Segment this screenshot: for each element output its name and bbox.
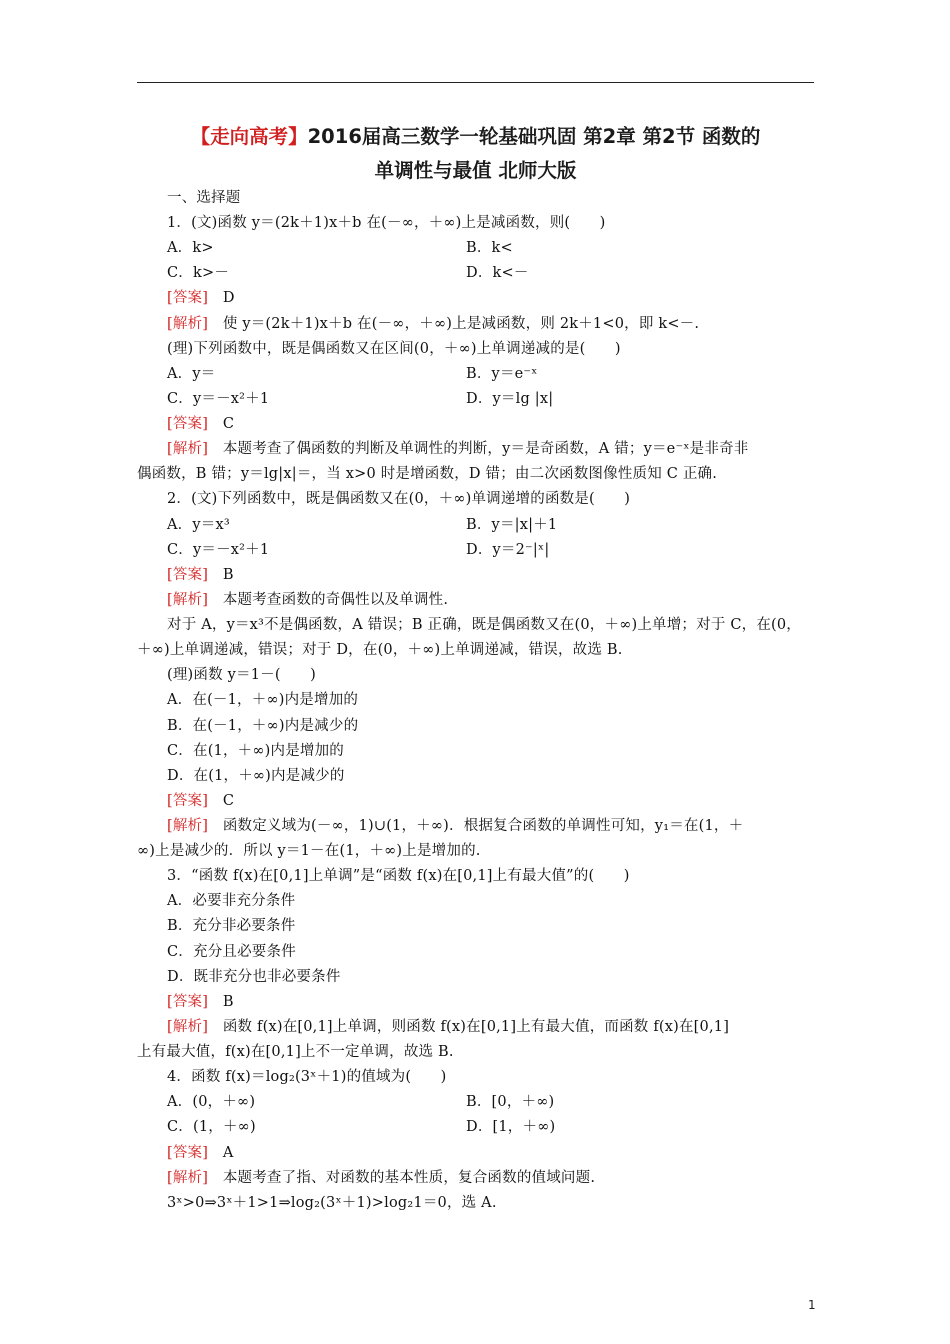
text-line <box>137 1115 847 1140</box>
text-line <box>137 914 847 939</box>
text-line <box>137 487 847 512</box>
line-text: D．既非充分也非必要条件 <box>167 968 341 985</box>
text-line <box>137 462 817 487</box>
text-line <box>137 286 847 311</box>
text-line <box>137 1040 817 1065</box>
text-line <box>137 412 847 437</box>
answer-tag: [答案] <box>167 290 209 307</box>
option-right: B．y＝|x|＋1 <box>466 516 558 533</box>
text-line <box>137 663 847 688</box>
line-text: 对于 A，y＝x³不是偶函数，A 错误；B 正确，既是偶函数又在(0，＋∞)上单增；对于 C，在(0， <box>167 617 802 634</box>
line-text: 4．函数 f(x)＝log₂(3ˣ＋1)的值域为( ) <box>167 1069 447 1086</box>
line-text: C．在(1，＋∞)内是增加的 <box>167 742 345 759</box>
analysis-tag: [解析] <box>167 315 209 332</box>
text-line <box>137 940 847 965</box>
text-line <box>137 714 847 739</box>
title-line-1-text: 2016届高三数学一轮基础巩固 第2章 第2节 函数的 <box>307 125 761 148</box>
option-left: A．y＝ <box>167 365 216 382</box>
text-line <box>137 1065 847 1090</box>
page-title <box>137 120 814 188</box>
option-right: D．y＝2⁻|ˣ| <box>466 541 550 558</box>
answer-tag: [答案] <box>167 993 209 1010</box>
title-line-2: 单调性与最值 北师大版 <box>374 159 577 182</box>
text-line <box>137 588 847 613</box>
answer-tag: [答案] <box>167 792 209 809</box>
page-number: 1 <box>808 1298 816 1312</box>
line-text: 上有最大值，f(x)在[0,1]上不一定单调，故选 B. <box>137 1044 454 1061</box>
line-text: ＋∞)上单调递减，错误；对于 D，在(0，＋∞)上单调递减，错误，故选 B. <box>137 642 623 659</box>
header-rule <box>137 82 814 83</box>
text-line <box>137 638 817 663</box>
text-line <box>137 312 847 337</box>
line-text: C <box>208 792 235 809</box>
line-text: ∞)上是减少的．所以 y＝1－在(1，＋∞)上是增加的. <box>137 843 481 860</box>
text-line <box>137 814 847 839</box>
text-line <box>137 1015 847 1040</box>
line-text: 3．“函数 f(x)在[0,1]上单调”是“函数 f(x)在[0,1]上有最大值”的( ) <box>167 868 630 885</box>
option-left: C．(1，＋∞) <box>167 1119 256 1136</box>
line-text: 3ˣ>0⇒3ˣ＋1>1⇒log₂(3ˣ＋1)>log₂1＝0，选 A. <box>167 1194 497 1211</box>
text-line <box>137 387 847 412</box>
line-text: C．充分且必要条件 <box>167 943 296 960</box>
line-text: 本题考查了指、对函数的基本性质，复合函数的值域问题. <box>208 1169 596 1186</box>
analysis-tag: [解析] <box>167 441 209 458</box>
text-line <box>137 688 847 713</box>
answer-tag: [答案] <box>167 1144 209 1161</box>
line-text: 一、选择题 <box>167 190 241 206</box>
option-left: C．y＝－x²＋1 <box>167 541 270 558</box>
text-line <box>137 261 847 286</box>
option-right: D．k<－ <box>466 265 529 282</box>
text-line <box>137 538 847 563</box>
text-line <box>137 789 847 814</box>
line-text: (理)下列函数中，既是偶函数又在区间(0，＋∞)上单调递减的是( ) <box>167 340 621 357</box>
text-line <box>137 337 847 362</box>
text-line <box>137 1090 847 1115</box>
text-line <box>137 362 847 387</box>
text-line <box>137 864 847 889</box>
option-right: B．k< <box>466 240 513 257</box>
line-text: C <box>208 416 235 433</box>
text-line <box>137 990 847 1015</box>
analysis-tag: [解析] <box>167 1169 209 1186</box>
line-text: 本题考查了偶函数的判断及单调性的判断，y＝是奇函数，A 错；y＝e⁻ˣ是非奇非 <box>208 441 749 458</box>
line-text: 本题考查函数的奇偶性以及单调性. <box>208 591 449 608</box>
title-bracket: 【走向高考】 <box>190 125 308 148</box>
line-text: 函数定义域为(－∞，1)∪(1，＋∞)．根据复合函数的单调性可知，y₁＝在(1，＋ <box>208 818 744 834</box>
text-line <box>137 211 847 236</box>
option-left: A．(0，＋∞) <box>167 1094 256 1111</box>
text-line <box>137 563 847 588</box>
line-text: B <box>208 566 234 583</box>
option-right: B．[0，＋∞) <box>466 1094 555 1111</box>
text-line <box>137 889 847 914</box>
option-left: A．k> <box>167 240 214 257</box>
line-text: A．必要非充分条件 <box>167 893 296 910</box>
answer-tag: [答案] <box>167 566 209 583</box>
line-text: B．在(－1，＋∞)内是减少的 <box>167 717 359 734</box>
analysis-tag: [解析] <box>167 591 209 608</box>
line-text: 1．(文)函数 y＝(2k＋1)x＋b 在(－∞，＋∞)上是减函数，则( ) <box>167 215 606 232</box>
title-line-1 <box>137 120 814 154</box>
line-text: 2．(文)下列函数中，既是偶函数又在(0，＋∞)单调递增的函数是( ) <box>167 491 631 508</box>
option-right: D．[1，＋∞) <box>466 1119 556 1136</box>
line-text: 使 y＝(2k＋1)x＋b 在(－∞，＋∞)上是减函数，则 2k＋1<0，即 k<－. <box>208 315 700 332</box>
analysis-tag: [解析] <box>167 818 209 834</box>
line-text: 偶函数，B 错；y＝lg|x|＝，当 x>0 时是增函数，D 错；由二次函数图像性质知 C 正确. <box>137 466 718 483</box>
line-text: B．充分非必要条件 <box>167 918 296 935</box>
option-right: B．y＝e⁻ˣ <box>466 365 538 382</box>
text-line <box>137 739 847 764</box>
line-text: 函数 f(x)在[0,1]上单调，则函数 f(x)在[0,1]上有最大值，而函数 f(x)在[0,1] <box>208 1018 730 1035</box>
text-line <box>137 965 847 990</box>
text-line <box>137 1191 847 1216</box>
line-text: D <box>208 290 235 307</box>
text-line <box>137 437 847 462</box>
text-line <box>137 1166 847 1191</box>
text-line <box>137 839 817 864</box>
text-line <box>137 513 847 538</box>
text-line <box>137 236 847 261</box>
text-line <box>137 186 847 211</box>
option-left: A．y＝x³ <box>167 516 230 533</box>
line-text: D．在(1，＋∞)内是减少的 <box>167 767 345 784</box>
option-left: C．y＝－x²＋1 <box>167 390 270 407</box>
answer-tag: [答案] <box>167 416 209 433</box>
line-text: (理)函数 y＝1－( ) <box>167 667 316 684</box>
line-text: B <box>208 993 234 1010</box>
option-left: C．k>－ <box>167 265 230 282</box>
text-line <box>137 1141 847 1166</box>
analysis-tag: [解析] <box>167 1018 209 1035</box>
text-line <box>137 764 847 789</box>
line-text: A <box>208 1144 234 1161</box>
line-text: A．在(－1，＋∞)内是增加的 <box>167 692 359 709</box>
text-line <box>137 613 847 638</box>
option-right: D．y＝lg |x| <box>466 390 554 407</box>
